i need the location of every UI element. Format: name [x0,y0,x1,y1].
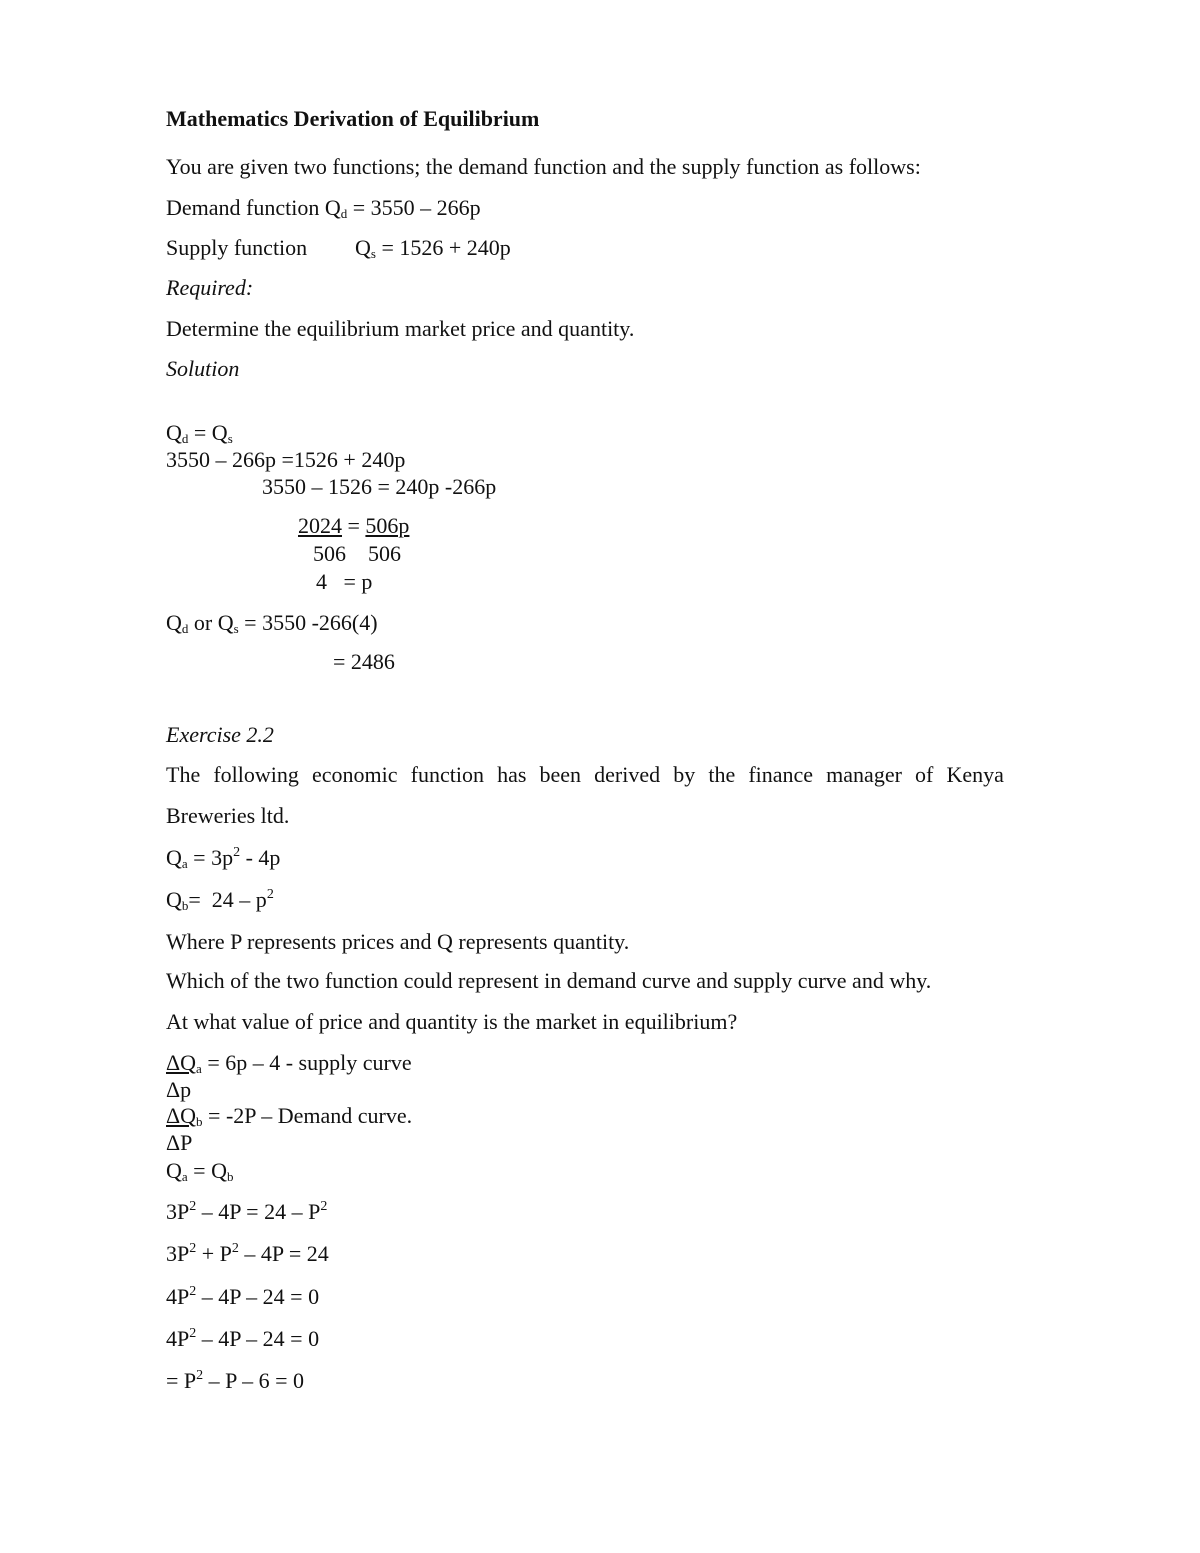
at-what-text: At what value of price and quantity is the market in equilibrium? [166,1009,738,1034]
e3-b: + P [196,1241,232,1266]
solution-label: Solution [166,356,240,381]
solution-step-2: 3550 – 266p =1526 + 240p [166,447,406,472]
e1-sub-b: b [226,1169,234,1184]
supply-rest: = 1526 + 240p [375,235,511,260]
supply-sub: s [370,246,376,261]
qb-sub: b [181,898,189,913]
exercise-step-4 [166,1284,319,1310]
intro-text: You are given two functions; the demand function and the supply function as follows: [166,154,921,179]
e3-a: 3P [166,1241,190,1266]
s1-sub-d: d [181,431,189,446]
paragraph-word: by [673,762,696,787]
exercise-paragraph-line-2: Breweries ltd. [166,803,290,828]
qa-tail: - 4p [240,845,281,870]
e5-a: 4P [166,1326,190,1351]
paragraph-word: has [497,762,527,787]
solution-step-1 [166,420,233,446]
solution-step-5: 506 506 [313,541,401,566]
derivative-a-denominator: Δp [166,1077,192,1102]
demand-label: Demand function Q [166,195,341,220]
e2-a: 3P [166,1199,190,1224]
where-text: Where P represents prices and Q represents quantity. [166,929,630,954]
exercise-label: Exercise 2.2 [166,722,274,747]
e1-q: Q [166,1158,182,1183]
e2-b: – 4P = 24 – P [196,1199,321,1224]
demand-sub: d [340,206,348,221]
solution-step-6: 4 = p [316,569,373,594]
qa-rest: = 3p [187,845,234,870]
derivative-b [166,1103,412,1129]
e4-sup: 2 [189,1284,197,1299]
paragraph-word: derived [594,762,661,787]
paragraph-word: Kenya [946,762,1004,787]
e5-sup: 2 [189,1326,197,1341]
d2-rest: = -2P – Demand curve. [202,1103,413,1128]
paragraph-word: manager [826,762,902,787]
qb-rest: = 24 – p [188,887,267,912]
qa-sup: 2 [233,845,241,860]
qa-q: Q [166,845,182,870]
required-label: Required: [166,275,254,300]
s4-mid: = [342,513,366,538]
which-text: Which of the two function could represent in demand curve and supply curve and why. [166,968,932,993]
exercise-step-5 [166,1326,319,1352]
e5-b: – 4P – 24 = 0 [196,1326,320,1351]
s7-sub-s: s [233,621,239,636]
paragraph-word: been [539,762,582,787]
e3-c: – 4P = 24 [238,1241,329,1266]
supply-label: Supply function [166,235,308,260]
solution-step-3: 3550 – 1526 = 240p -266p [262,474,497,499]
d1-rest: = 6p – 4 - supply curve [201,1050,412,1075]
function-qb [166,887,274,913]
exercise-step-3 [166,1241,329,1267]
exercise-step-1 [166,1158,233,1184]
d2-sub: b [196,1114,203,1129]
e6-a: = P [166,1368,197,1393]
e1-mid: = Q [187,1158,227,1183]
e2-sup-b: 2 [320,1199,328,1214]
qb-sup: 2 [266,887,274,902]
function-qa [166,845,280,871]
qa-sub: a [181,856,188,871]
s7-q: Q [166,610,182,635]
solution-step-7 [166,610,378,636]
solution-step-8: = 2486 [333,649,395,674]
demand-function [166,195,481,221]
s1-mid: = Q [188,420,228,445]
e3-sup-a: 2 [189,1241,197,1256]
derivative-b-numerator [166,1103,203,1128]
supply-function [166,235,307,261]
supply-equation [355,235,511,261]
s7-sub-d: d [181,621,189,636]
e6-sup: 2 [196,1368,204,1383]
d1-num: ΔQ [166,1050,197,1075]
qb-q: Q [166,887,182,912]
e4-a: 4P [166,1284,190,1309]
d2-num: ΔQ [166,1103,197,1128]
derivative-a [166,1050,412,1076]
s4-numerator-left: 2024 [298,513,342,538]
paragraph-word: following [213,762,299,787]
s7-mid: or Q [188,610,234,635]
paragraph-word: the [708,762,736,787]
s4-numerator-right: 506p [365,513,410,538]
derivative-a-numerator [166,1050,202,1075]
paragraph-word: function [410,762,484,787]
required-text: Determine the equilibrium market price and quantity. [166,316,635,341]
e3-sup-b: 2 [231,1241,239,1256]
exercise-step-2 [166,1199,327,1225]
s1-q: Q [166,420,182,445]
paragraph-word: The [166,762,201,787]
paragraph-word: economic [311,762,398,787]
derivative-b-denominator: ΔP [166,1130,193,1155]
document-title: Mathematics Derivation of Equilibrium [166,106,540,131]
e2-sup-a: 2 [189,1199,197,1214]
solution-step-4 [298,513,409,539]
e1-sub-a: a [181,1169,188,1184]
e6-b: – P – 6 = 0 [203,1368,304,1393]
demand-rest: = 3550 – 266p [347,195,481,220]
exercise-step-6 [166,1368,304,1394]
supply-q: Q [355,235,371,260]
e4-b: – 4P – 24 = 0 [196,1284,320,1309]
exercise-paragraph-line-1 [166,762,1004,788]
d1-sub: a [196,1061,202,1076]
paragraph-word: of [915,762,934,787]
s1-sub-s: s [227,431,233,446]
paragraph-word: finance [748,762,814,787]
s7-rest: = 3550 -266(4) [238,610,378,635]
